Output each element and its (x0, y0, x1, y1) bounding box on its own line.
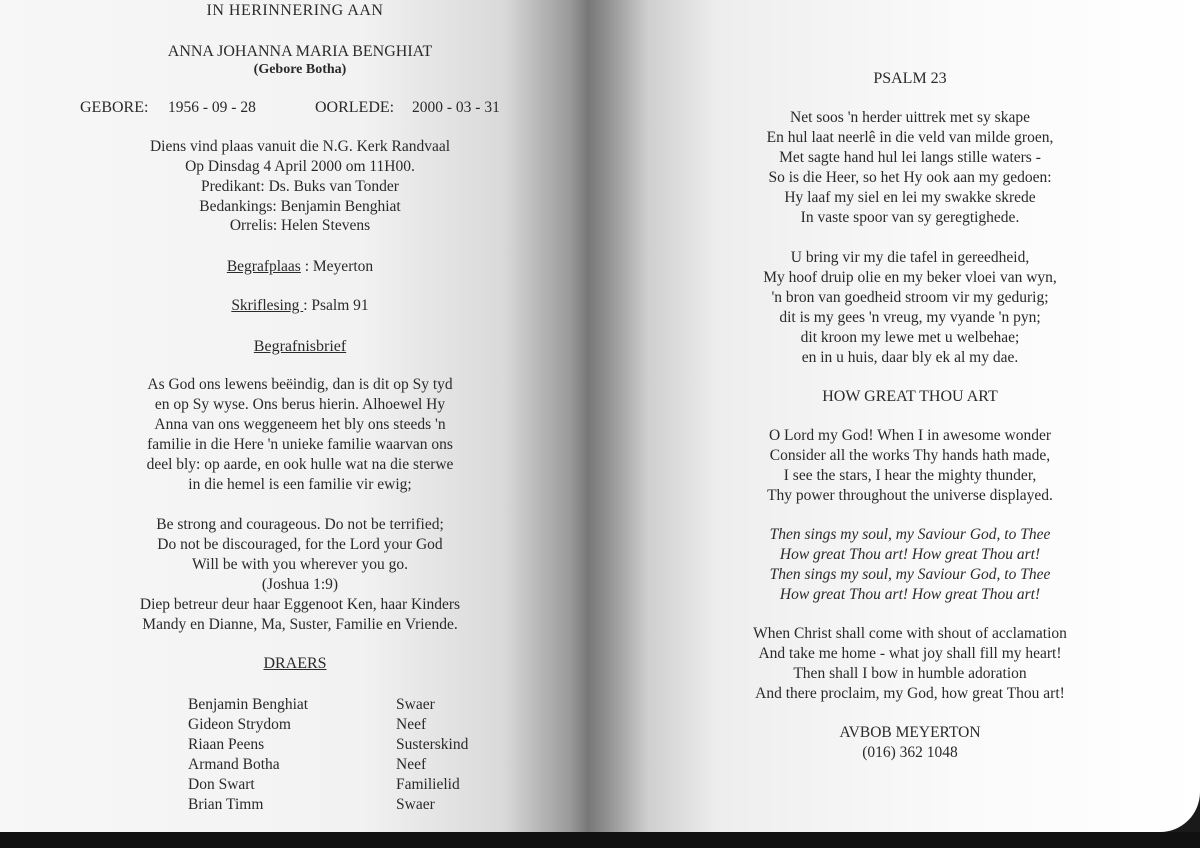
bearer-name: Benjamin Benghiat (188, 696, 309, 713)
hymn-v1-line: Thy power throughout the universe displayed. (767, 487, 1053, 504)
psalm-v1-line: En hul laat neerlê in die veld van milde groen, (766, 129, 1054, 146)
scan-edge (0, 832, 1200, 848)
psalm-v1-line: So is die Heer, so het Hy ook aan my gedoen: (768, 169, 1052, 186)
bearer-relation: Swaer (396, 696, 435, 713)
bearer-name: Gideon Strydom (188, 716, 291, 733)
service-line-3: Predikant: Ds. Buks van Tonder (201, 178, 399, 195)
reading-value: : Psalm 91 (303, 297, 369, 314)
deceased-name: ANNA JOHANNA MARIA BENGHIAT (167, 43, 433, 60)
born-label: GEBORE: (80, 99, 149, 116)
bearers-title: DRAERS (263, 655, 327, 672)
funeral-home-phone: (016) 362 1048 (862, 744, 958, 761)
bearer-relation: Neef (396, 716, 427, 733)
psalm-title: PSALM 23 (873, 70, 947, 87)
letter-line-6: in die hemel is een familie vir ewig; (188, 476, 412, 493)
bearer-relation: Familielid (396, 776, 460, 793)
verse-line-1: Be strong and courageous. Do not be terrified; (156, 516, 444, 533)
bearer-name: Don Swart (188, 776, 255, 793)
psalm-v2-line: My hoof druip olie en my beker vloei van wyn, (763, 269, 1057, 286)
chorus-line: Then sings my soul, my Saviour God, to Thee (769, 526, 1051, 543)
psalm-v2-line: 'n bron van goedheid stroom vir my gedurig; (771, 289, 1049, 306)
letter-title: Begrafnisbrief (253, 338, 347, 355)
reading-label: Skriflesing (231, 297, 304, 314)
hymn-v1-line: Consider all the works Thy hands hath made, (769, 447, 1051, 464)
memorial-header: IN HERINNERING AAN (206, 2, 384, 19)
psalm-v2-line: dit is my gees 'n vreug, my vyande 'n pyn; (779, 309, 1041, 326)
hymn-v2-line: And take me home - what joy shall fill my heart! (758, 645, 1062, 662)
burial-line (0, 258, 600, 276)
maiden-name: (Gebore Botha) (253, 62, 347, 77)
bearer-relation: Swaer (396, 796, 435, 813)
service-line-5: Orrelis: Helen Stevens (229, 217, 371, 234)
bearer-name: Riaan Peens (188, 736, 265, 753)
hymn-v1-line: O Lord my God! When I in awesome wonder (768, 427, 1052, 444)
hymn-title: HOW GREAT THOU ART (822, 388, 998, 405)
mourners-line-2: Mandy en Dianne, Ma, Suster, Familie en Vriende. (142, 616, 458, 633)
letter-line-3: Anna van ons weggeneem het bly ons steeds 'n (154, 416, 446, 433)
letter-line-5: deel bly: op aarde, en ook hulle wat na die sterwe (146, 456, 454, 473)
hymn-v1-line: I see the stars, I hear the mighty thunder, (783, 467, 1037, 484)
letter-line-4: familie in die Here 'n unieke familie waarvan ons (147, 436, 453, 453)
died-date: 2000 - 03 - 31 (412, 99, 500, 116)
hymn-v2-line: And there proclaim, my God, how great Thou art! (755, 685, 1065, 702)
psalm-v1-line: Hy laaf my siel en lei my swakke skrede (784, 189, 1036, 206)
burial-value: : Meyerton (300, 258, 374, 275)
bearer-name: Brian Timm (188, 796, 264, 813)
verse-line-3: Will be with you wherever you go. (192, 556, 408, 573)
reading-line (0, 297, 600, 315)
chorus-line: Then sings my soul, my Saviour God, to Thee (769, 566, 1051, 583)
psalm-v1-line: Net soos 'n herder uittrek met sy skape (790, 109, 1030, 126)
bearer-relation: Neef (396, 756, 427, 773)
verse-reference: (Joshua 1:9) (261, 576, 339, 593)
bearer-relation: Susterskind (396, 736, 469, 753)
bearer-name: Armand Botha (188, 756, 280, 773)
psalm-v2-line: en in u huis, daar bly ek al my dae. (801, 349, 1019, 366)
service-line-4: Bedankings: Benjamin Benghiat (199, 198, 401, 215)
funeral-home-name: AVBOB MEYERTON (839, 724, 981, 741)
service-line-2: Op Dinsdag 4 April 2000 om 11H00. (185, 158, 415, 175)
mourners-line-1: Diep betreur deur haar Eggenoot Ken, haar Kinders (139, 596, 461, 613)
died-label: OORLEDE: (315, 99, 395, 116)
psalm-v1-line: In vaste spoor van sy geregtighede. (800, 209, 1020, 226)
letter-line-2: en op Sy wyse. Ons berus hierin. Alhoewel Hy (154, 396, 446, 413)
chorus-line: How great Thou art! How great Thou art! (779, 546, 1041, 563)
letter-line-1: As God ons lewens beëindig, dan is dit op Sy tyd (147, 376, 453, 393)
service-line-1: Diens vind plaas vanuit die N.G. Kerk Randvaal (149, 138, 451, 155)
psalm-v2-line: U bring vir my die tafel in gereedheid, (790, 249, 1030, 266)
hymn-v2-line: When Christ shall come with shout of acclamation (753, 625, 1067, 642)
psalm-v2-line: dit kroon my lewe met u welbehae; (800, 329, 1020, 346)
psalm-v1-line: Met sagte hand hul lei langs stille waters - (779, 149, 1041, 166)
hymn-v2-line: Then shall I bow in humble adoration (793, 665, 1027, 682)
burial-label: Begrafplaas (226, 258, 301, 275)
chorus-line: How great Thou art! How great Thou art! (779, 586, 1041, 603)
verse-line-2: Do not be discouraged, for the Lord your God (157, 536, 443, 553)
born-date: 1956 - 09 - 28 (168, 99, 256, 116)
